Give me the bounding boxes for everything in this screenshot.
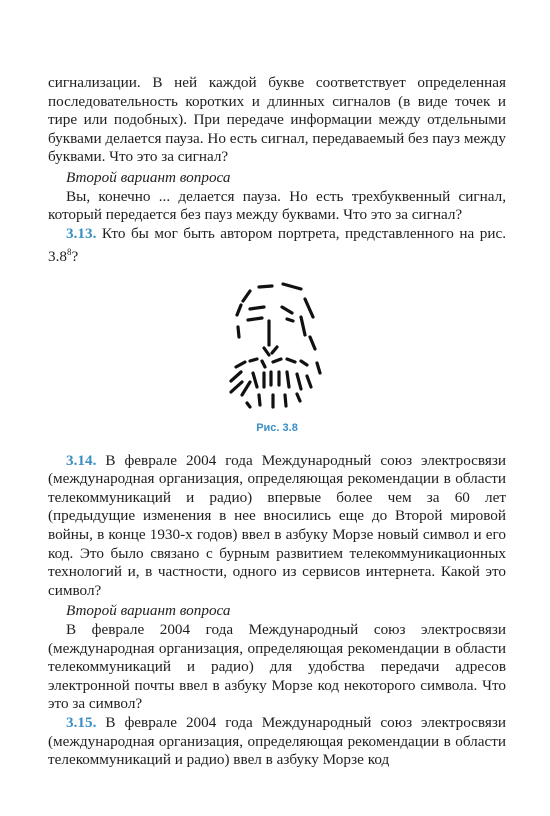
variant-text-1: Вы, конечно ... делается пауза. Но есть трехбуквенный сигнал, который передается без пауз между буквами. Что это за сигнал? bbox=[48, 187, 506, 224]
figure-caption: Рис. 3.8 bbox=[256, 422, 298, 434]
morse-portrait-figure bbox=[217, 277, 337, 413]
variant-text-2: В феврале 2004 года Международный союз электросвязи (международная организация, определяющая рекомендации в области телекоммуникаций и радио) для удобства передачи адресов электронной почты ввел в азбуку Морзе код некоторого символа. Что это за символ? bbox=[48, 620, 506, 713]
question-3-13 bbox=[48, 225, 506, 267]
variant-label-2: Второй вариант вопроса bbox=[66, 602, 231, 620]
question-text-3-14: В феврале 2004 года Международный союз электросвязи (международная организация, определяющая рекомендации в области телекоммуникаций и радио) впервые более чем за 60 лет (предыдущие изменения в нее вносились еще до Второй мировой войны, в конце 1930-х годов) ввел в азбуку Морзе новый символ и его код. Это было связано с бурным развитием телекоммуникационных технологий и, в частности, одного из сервисов интернета. Какой это символ? bbox=[48, 451, 506, 599]
paragraph-signal-intro: сигнализации. В ней каждой букве соответствует определенная последовательность коротких и длинных сигналов (в виде точек и тире или подобных). При передаче информации между отдельными буквами делается пауза. Но есть сигнал, передаваемый без пауз между буквами. Что это за сигнал? bbox=[48, 74, 506, 166]
variant-label-1: Второй вариант вопроса bbox=[66, 168, 231, 186]
question-3-15 bbox=[48, 714, 506, 770]
question-text-3-13: Кто бы мог быть автором портрета, представленного на рис. 3.8 bbox=[48, 224, 506, 266]
question-number-3-13: 3.13. bbox=[66, 224, 97, 242]
document-page bbox=[48, 74, 506, 770]
question-number-3-15: 3.15. bbox=[66, 713, 97, 731]
question-3-14 bbox=[48, 452, 506, 601]
question-text-3-15: В феврале 2004 года Международный союз электросвязи (международная организация, определяющая рекомендации в области телекоммуникаций и радио) ввел в азбуку Морзе код bbox=[48, 713, 506, 769]
question-end-3-13: ? bbox=[71, 248, 79, 266]
footnote-marker-8: 8 bbox=[66, 247, 72, 258]
question-number-3-14: 3.14. bbox=[66, 451, 97, 469]
figure-3-8 bbox=[48, 277, 506, 438]
